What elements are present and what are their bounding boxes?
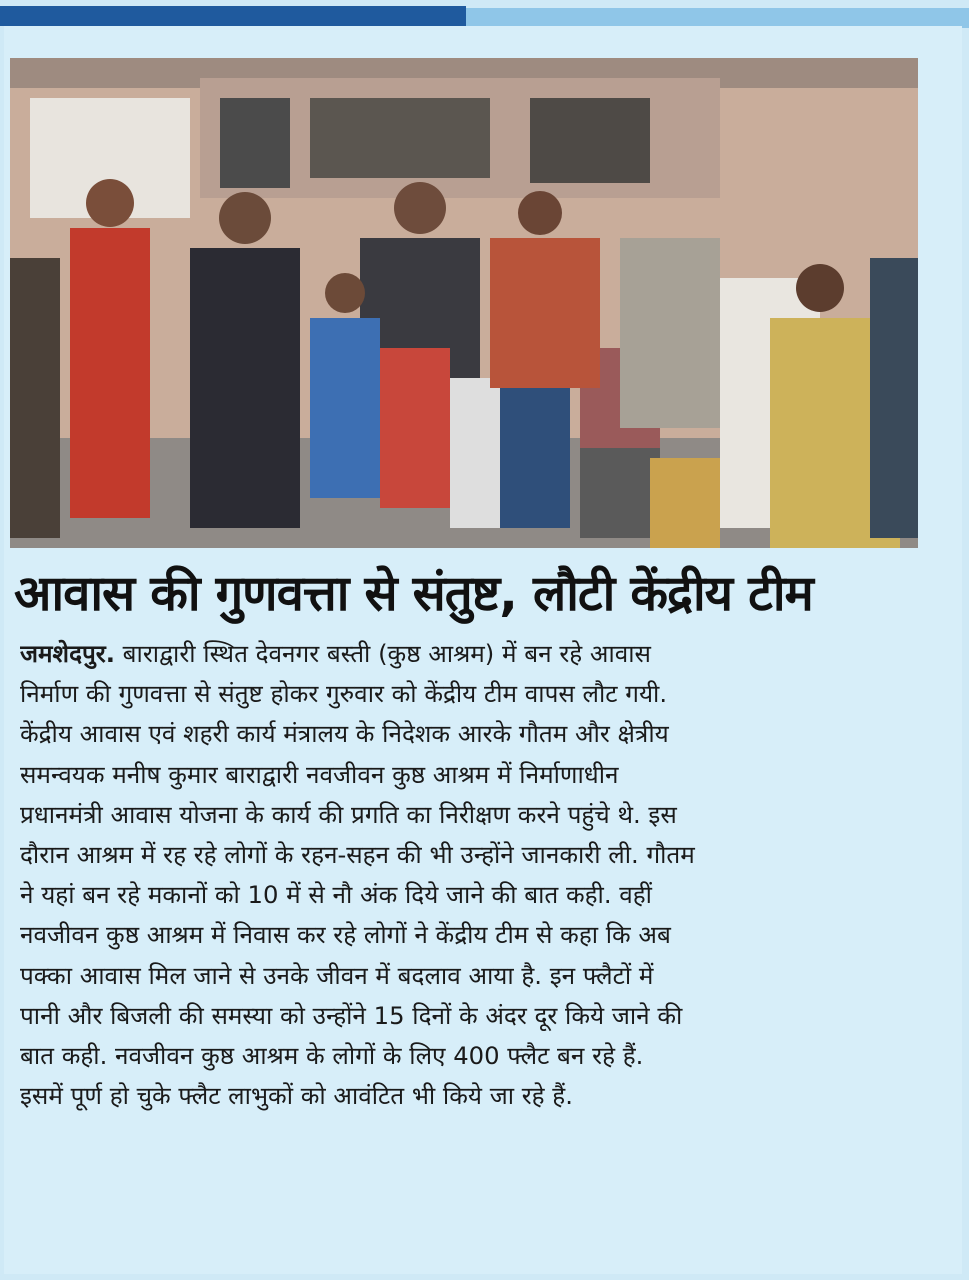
article-line: नवजीवन कुष्ठ आश्रम में निवास कर रहे लोगों ने केंद्रीय टीम से कहा कि अब <box>20 920 671 950</box>
header-accent-bar <box>0 6 466 26</box>
dateline: जमशेदपुर. <box>20 639 115 668</box>
article-line: समन्वयक मनीष कुमार बाराद्वारी नवजीवन कुष्ठ आश्रम में निर्माणाधीन <box>20 759 619 789</box>
article-line: केंद्रीय आवास एवं शहरी कार्य मंत्रालय के निदेशक आरके गौतम और क्षेत्रीय <box>20 719 669 749</box>
group-photo <box>10 58 918 548</box>
headline: आवास की गुणवत्ता से संतुष्ट, लौटी केंद्रीय टीम <box>14 565 813 622</box>
article-line: बात कही. नवजीवन कुष्ठ आश्रम के लोगों के लिए 400 फ्लैट बन रहे हैं. <box>20 1040 644 1070</box>
header-light-bar <box>466 8 969 28</box>
article-line: ने यहां बन रहे मकानों को 10 में से नौ अंक दिये जाने की बात कही. वहीं <box>20 880 652 910</box>
article-line: पक्का आवास मिल जाने से उनके जीवन में बदलाव आया है. इन फ्लैटों में <box>20 960 654 990</box>
group-photo-illustration <box>10 58 918 548</box>
article-line: पानी और बिजली की समस्या को उन्होंने 15 दिनों के अंदर दूर किये जाने की <box>20 1000 683 1030</box>
article-body <box>20 634 935 1116</box>
article-line <box>20 634 935 674</box>
article-line: निर्माण की गुणवत्ता से संतुष्ट होकर गुरुवार को केंद्रीय टीम वापस लौट गयी. <box>20 679 668 709</box>
article-line: इसमें पूर्ण हो चुके फ्लैट लाभुकों को आवंटित भी किये जा रहे हैं. <box>20 1081 573 1111</box>
article-line: प्रधानमंत्री आवास योजना के कार्य की प्रगति का निरीक्षण करने पहुंचे थे. इस <box>20 799 677 829</box>
article-line: दौरान आश्रम में रह रहे लोगों के रहन-सहन की भी उन्होंने जानकारी ली. गौतम <box>20 839 695 869</box>
article-line-text: बाराद्वारी स्थित देवनगर बस्ती (कुष्ठ आश्रम) में बन रहे आवास <box>114 639 651 668</box>
